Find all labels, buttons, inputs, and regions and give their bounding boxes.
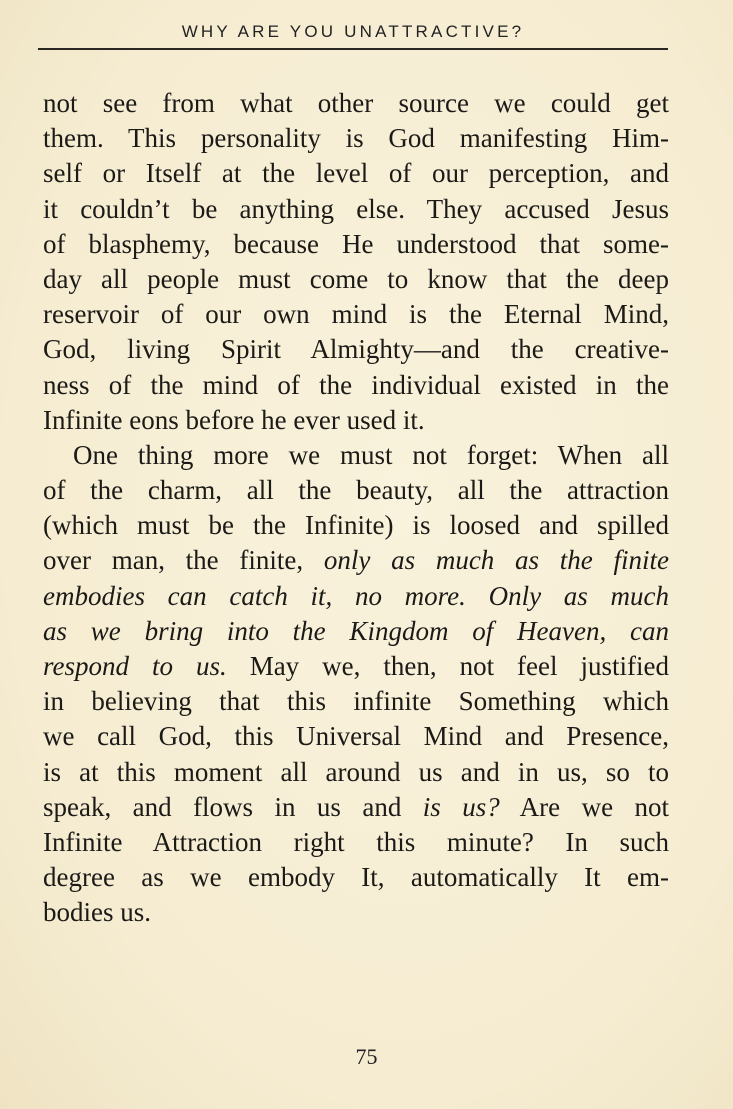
text-line: them. This personality is God manifesting Him- xyxy=(43,123,669,154)
page-number: 75 xyxy=(355,1044,378,1069)
text-line: degree as we embody It, automatically It em- xyxy=(43,862,669,893)
text-line: bodies us. xyxy=(43,897,151,928)
text-line: God, living Spirit Almighty—and the creative- xyxy=(43,334,669,365)
text-line: Infinite Attraction right this minute? In such xyxy=(43,826,669,857)
text-line: day all people must come to know that the deep xyxy=(43,263,669,294)
italic-text: embodies can catch it, no more. Only as much xyxy=(43,580,669,611)
running-header: WHY ARE YOU UNATTRACTIVE? xyxy=(181,22,525,41)
text-line: over man, the finite, only as much as the finite xyxy=(43,545,669,576)
text-line: in believing that this infinite Something which xyxy=(43,686,669,717)
italic-text: is us? xyxy=(422,791,500,822)
italic-text: as we bring into the Kingdom of Heaven, can xyxy=(43,615,669,646)
body-text xyxy=(43,86,669,931)
italic-text: only as much as the finite xyxy=(323,545,669,576)
text-line: speak, and flows in us and is us? Are we not xyxy=(43,791,669,822)
text-line: self or Itself at the level of our perception, and xyxy=(43,158,669,189)
text-line: of the charm, all the beauty, all the attraction xyxy=(43,475,669,506)
text-line: is at this moment all around us and in us, so to xyxy=(43,756,669,787)
text-line xyxy=(43,579,669,614)
italic-text: respond to us. xyxy=(43,651,227,681)
text-line: One thing more we must not forget: When all xyxy=(73,439,669,470)
text-line xyxy=(43,614,669,649)
text-line: we call God, this Universal Mind and Presence, xyxy=(43,721,669,752)
text-line: not see from what other source we could get xyxy=(43,88,669,118)
header-rule xyxy=(38,48,668,50)
text-line: it couldn’t be anything else. They accused Jesus xyxy=(43,193,669,224)
text-line: respond to us. May we, then, not feel justified xyxy=(43,651,669,681)
text-line: reservoir of our own mind is the Eternal Mind, xyxy=(43,299,669,330)
text-line: of blasphemy, because He understood that some- xyxy=(43,228,669,259)
text-line: (which must be the Infinite) is loosed and spilled xyxy=(43,510,669,541)
text-line: Infinite eons before he ever used it. xyxy=(43,404,425,435)
text-line: ness of the mind of the individual existed in the xyxy=(43,369,669,400)
